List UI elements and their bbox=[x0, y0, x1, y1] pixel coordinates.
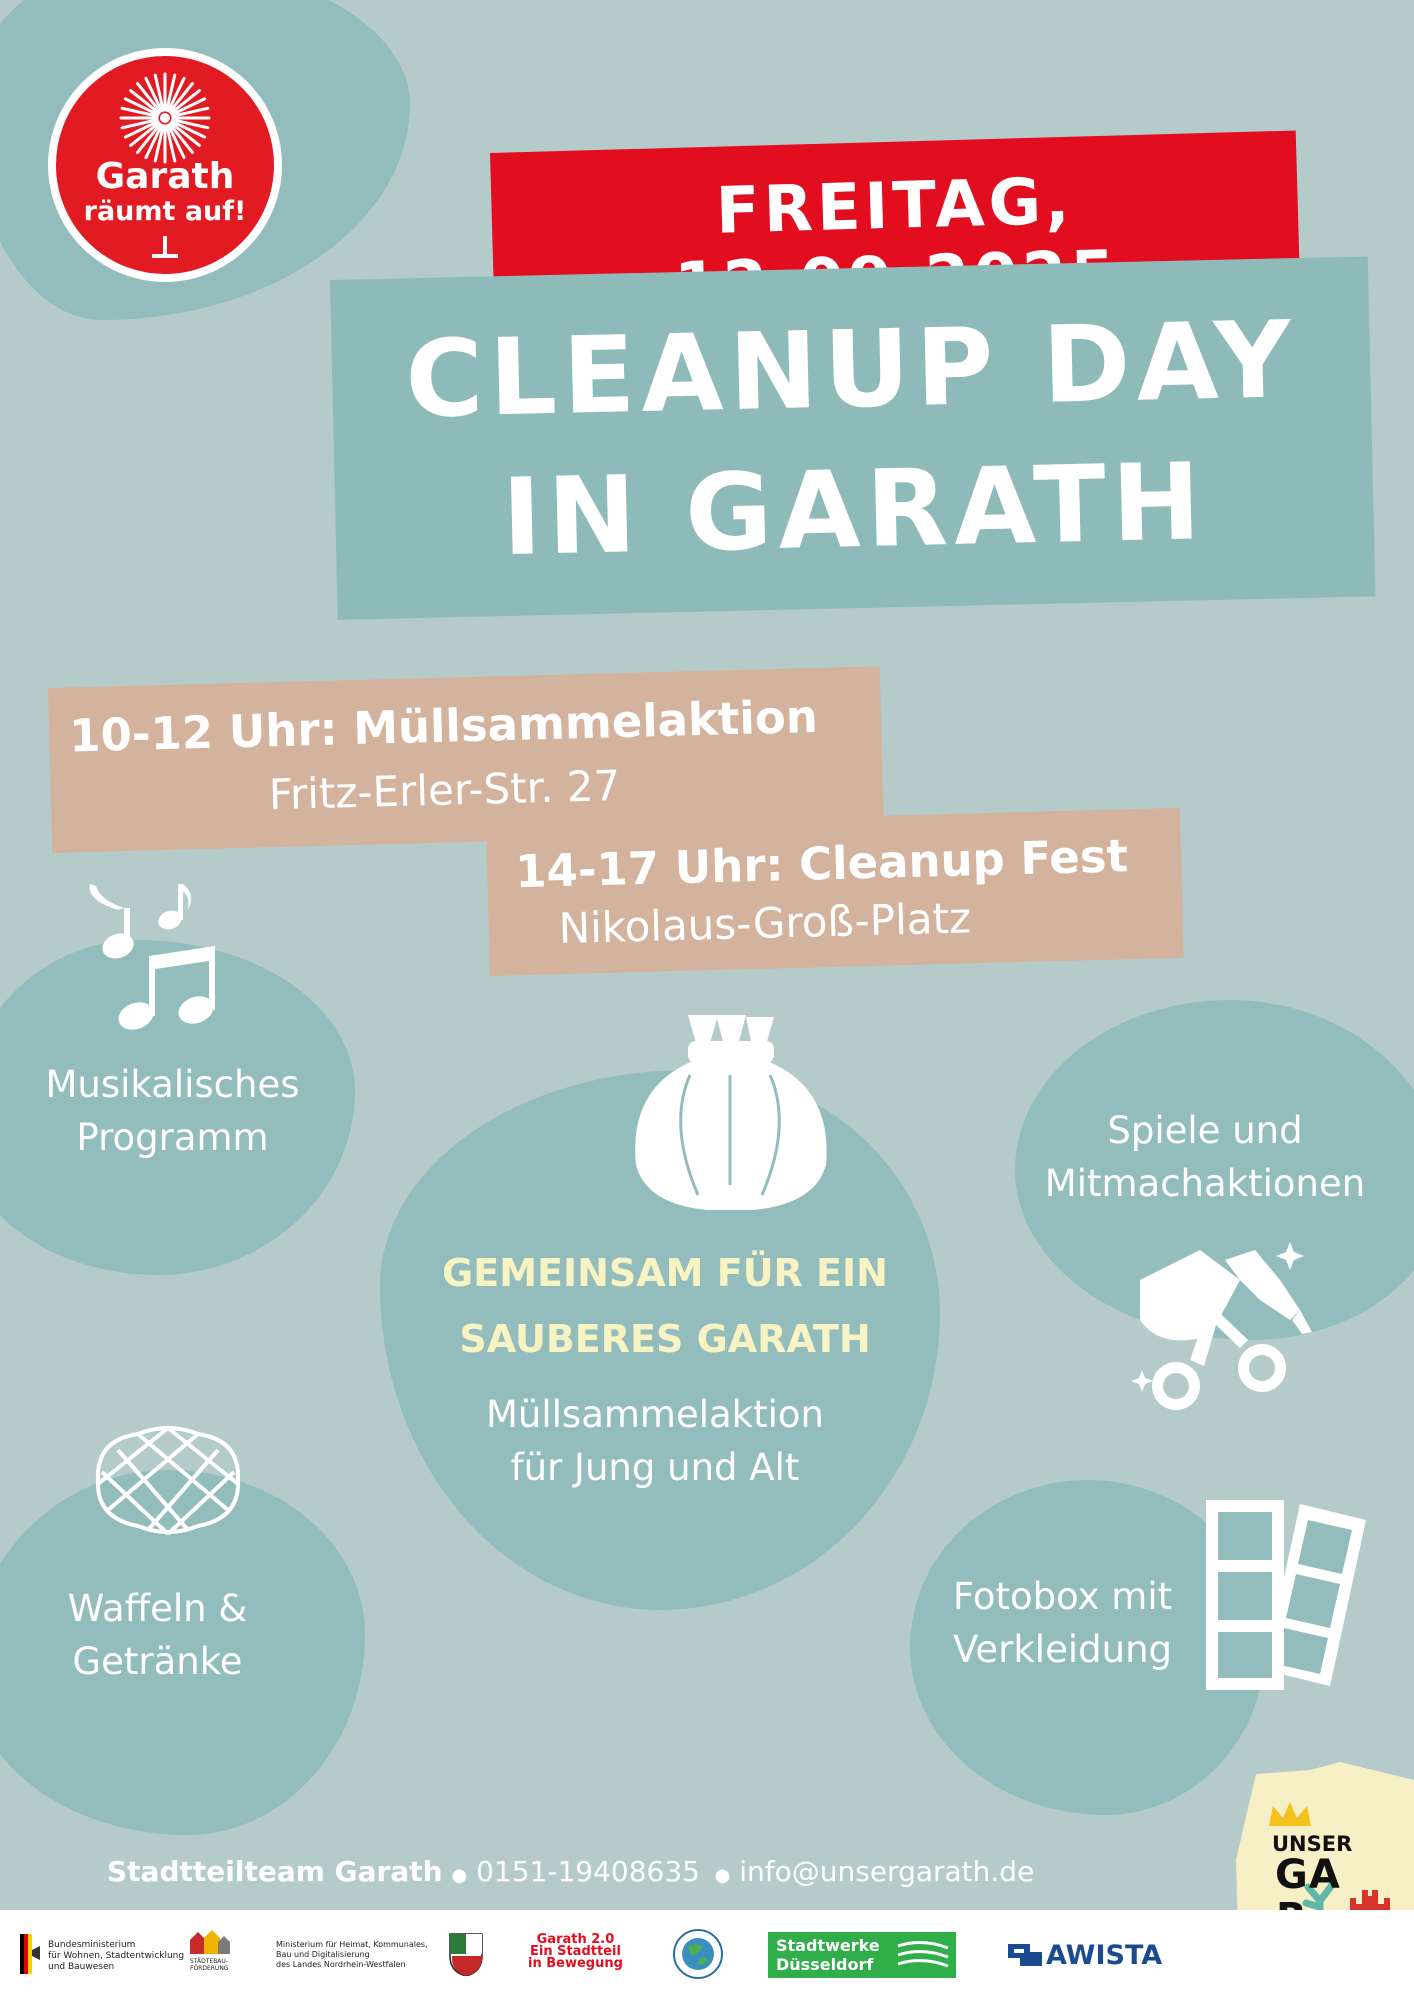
feature-photo-line-2: Verkleidung bbox=[952, 1628, 1173, 1671]
sponsor-bund-line-3: und Bauwesen bbox=[48, 1962, 115, 1972]
center-subtext-line-2: für Jung und Alt bbox=[510, 1446, 800, 1489]
title-line-2: IN GARATH bbox=[500, 440, 1208, 580]
center-subtext bbox=[410, 1388, 900, 1494]
german-eagle-icon bbox=[20, 1934, 40, 1974]
unser-text: UNSER bbox=[1272, 1832, 1353, 1856]
feature-music bbox=[20, 1058, 325, 1164]
footer-contact bbox=[107, 1855, 1034, 1888]
sponsor-garath20-line-2: Ein Stadtteil bbox=[529, 1944, 621, 1959]
sponsor-staedtebau-line-1: STÄDTEBAU- bbox=[190, 1958, 228, 1965]
sponsor-bund bbox=[48, 1940, 184, 1973]
contact-separator-2: ● bbox=[714, 1865, 731, 1886]
title-banner bbox=[330, 256, 1375, 619]
sponsor-staedtebau bbox=[190, 1958, 228, 1972]
feature-games-line-1: Spiele und bbox=[1107, 1109, 1303, 1152]
feature-music-line-1: Musikalisches bbox=[45, 1063, 300, 1106]
sponsor-strip bbox=[0, 1910, 1414, 2000]
feature-music-line-2: Programm bbox=[76, 1116, 269, 1159]
center-subtext-line-1: Müllsammelaktion bbox=[486, 1393, 824, 1436]
center-heading bbox=[410, 1240, 920, 1372]
sponsor-bund-line-1: Bundesministerium bbox=[48, 1940, 136, 1950]
feature-games-line-2: Mitmachaktionen bbox=[1044, 1162, 1366, 1205]
schedule-item-2 bbox=[486, 808, 1184, 976]
schedule-place-1: Fritz-Erler-Str. 27 bbox=[268, 761, 621, 820]
sponsor-nrw-line-2: Bau und Digitalisierung bbox=[276, 1950, 370, 1959]
feature-waffles-line-1: Waffeln & bbox=[67, 1587, 248, 1630]
title-line-1: CLEANUP DAY bbox=[403, 298, 1299, 442]
contact-team: Stadtteilteam Garath bbox=[107, 1855, 443, 1888]
trash-bag-icon bbox=[628, 1015, 833, 1210]
sponsor-bund-line-2: für Wohnen, Stadtentwicklung bbox=[48, 1951, 185, 1961]
sponsor-awista: AWISTA bbox=[1046, 1940, 1163, 1971]
crown-icon bbox=[1265, 1800, 1315, 1830]
globe-seal-icon bbox=[672, 1928, 724, 1980]
contact-email[interactable]: info@unsergarath.de bbox=[739, 1855, 1035, 1888]
sponsor-nrw-line-3: des Landes Nordrhein-Westfalen bbox=[276, 1960, 406, 1969]
photo-strip-icon bbox=[1200, 1500, 1370, 1690]
stadtwerke-waves-icon bbox=[896, 1940, 950, 1970]
sponsor-garath20-line-1: Garath 2.0 bbox=[536, 1932, 615, 1947]
craft-scissors-icon bbox=[1130, 1240, 1315, 1420]
sponsor-nrw-ministry bbox=[276, 1940, 428, 1970]
waffle-icon bbox=[88, 1420, 248, 1540]
center-heading-line-1: GEMEINSAM FÜR EIN bbox=[442, 1251, 888, 1295]
schedule-place-2: Nikolaus-Groß-Platz bbox=[558, 893, 972, 954]
sponsor-stadtwerke-line-2: Düsseldorf bbox=[776, 1955, 874, 1974]
feature-photo-line-1: Fotobox mit bbox=[952, 1575, 1173, 1618]
sponsor-stadtwerke bbox=[768, 1932, 956, 1978]
sponsor-staedtebau-line-2: FÖRDERUNG bbox=[190, 1965, 229, 1972]
feature-games bbox=[1010, 1104, 1400, 1210]
schedule-time-1: 10-12 Uhr: Müllsammelaktion bbox=[68, 689, 819, 763]
feature-waffles-line-2: Getränke bbox=[72, 1640, 243, 1683]
garath-text-ga: GA bbox=[1275, 1852, 1341, 1898]
center-heading-line-2: SAUBERES GARATH bbox=[459, 1317, 871, 1361]
nrw-coat-of-arms-icon bbox=[448, 1932, 484, 1976]
feature-waffles bbox=[20, 1582, 295, 1688]
sponsor-nrw-line-1: Ministerium für Heimat, Kommunales, bbox=[276, 1940, 428, 1949]
staedtebau-houses-icon bbox=[190, 1930, 230, 1954]
contact-separator-1: ● bbox=[451, 1865, 468, 1886]
music-notes-icon bbox=[78, 880, 238, 1040]
garath-raeumt-auf-logo bbox=[48, 48, 282, 282]
feature-photo bbox=[920, 1570, 1205, 1676]
logo-line-2: räumt auf! bbox=[83, 196, 247, 227]
logo-line-1: Garath bbox=[95, 156, 235, 197]
schedule-time-2: 14-17 Uhr: Cleanup Fest bbox=[514, 829, 1129, 899]
sponsor-stadtwerke-line-1: Stadtwerke bbox=[776, 1936, 880, 1955]
event-date: FREITAG, bbox=[714, 164, 1075, 249]
awista-mark-icon bbox=[1008, 1944, 1042, 1966]
contact-phone[interactable]: 0151-19408635 bbox=[476, 1855, 700, 1888]
sponsor-garath20-line-3: in Bewegung bbox=[528, 1956, 623, 1971]
sponsor-garath-20 bbox=[528, 1934, 623, 1970]
